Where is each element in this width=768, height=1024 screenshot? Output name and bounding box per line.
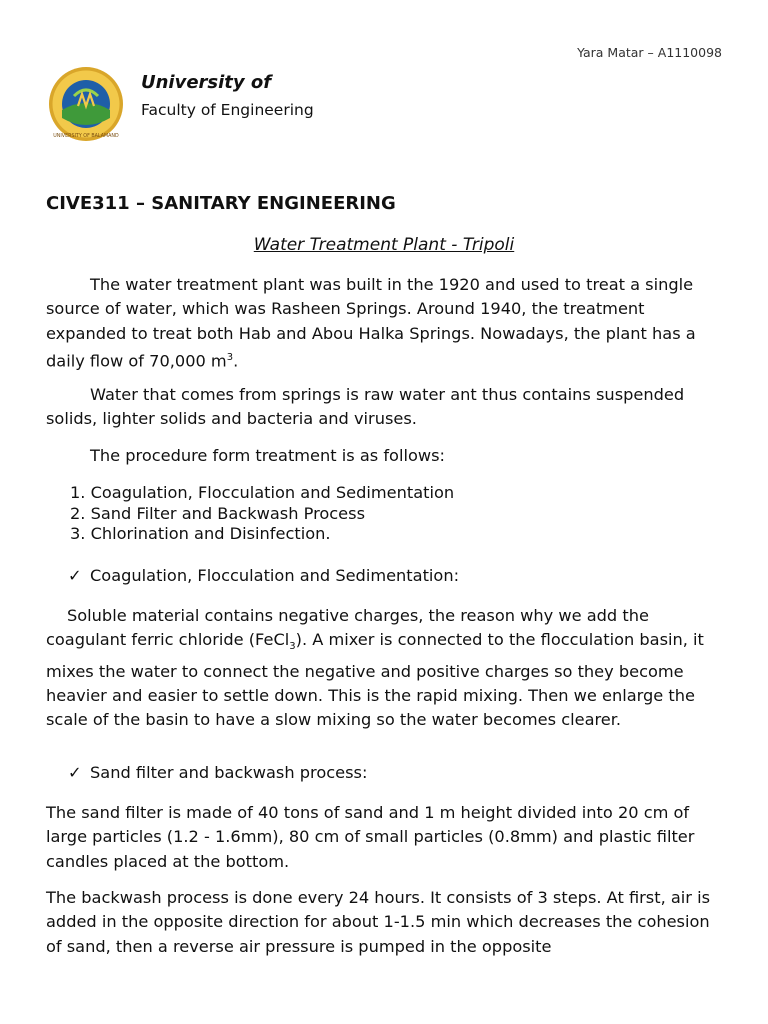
university-name: University of — [141, 72, 272, 93]
logo-text: UNIVERSITY OF BALAMAND — [53, 134, 119, 139]
paragraph-history — [46, 273, 726, 374]
section-heading-text: Sand filter and backwash process: — [90, 763, 368, 782]
checkmark-icon: ✓ — [68, 763, 82, 782]
superscript-3: 3 — [226, 351, 234, 363]
list-item: 1. Coagulation, Flocculation and Sedimentation — [70, 483, 455, 502]
subscript-3: 3 — [289, 641, 296, 653]
paragraph-raw-water: Water that comes from springs is raw water ant thus contains suspended solids, lighter solids and bacteria and viruses. — [46, 385, 685, 429]
paragraph-history-text: The water treatment plant was built in the 1920 and used to treat a single source of water, which was Rasheen Springs. Around 1940, the treatment expanded to treat both Hab and Abou Halka Springs. Nowadays, the plant has a daily flow of 70,000 m — [46, 275, 696, 371]
procedure-list — [70, 483, 454, 545]
section-heading-text: Coagulation, Flocculation and Sedimentation: — [90, 566, 460, 585]
paragraph-procedure-intro: The procedure form treatment is as follows: — [90, 446, 445, 465]
paragraph-sand-filter: The sand filter is made of 40 tons of sand and 1 m height divided into 20 cm of large particles (1.2 - 1.6mm), 80 cm of small particles (0.8mm) and plastic filter candles placed at the bottom. — [46, 803, 695, 871]
paragraph-coagulation-text-a: Soluble material contains negative charges, the reason why we add the coagulant ferric chloride (FeCl — [46, 606, 649, 650]
paragraph-coagulation-text-b: ). A mixer is connected to the flocculation basin, it mixes the water to connect the negative and positive charges so they become heavier and easier to settle down. This is the rapid mixing. Then we enlarge the scale of the basin to have a slow mixing so the water becomes clearer. — [46, 630, 704, 730]
university-logo — [48, 66, 124, 142]
paragraph-history-end: . — [233, 351, 239, 371]
section-heading-coagulation — [68, 566, 459, 585]
list-item: 3. Chlorination and Disinfection. — [70, 524, 331, 543]
section-heading-sand-filter — [68, 763, 367, 782]
checkmark-icon: ✓ — [68, 566, 82, 585]
list-item: 2. Sand Filter and Backwash Process — [70, 503, 366, 523]
paragraph-coagulation — [46, 604, 726, 733]
paragraph-backwash: The backwash process is done every 24 hours. It consists of 3 steps. At first, air is added in the opposite direction for about 1-1.5 min which decreases the cohesion of sand, then a reverse air pressure is pumped in the opposite — [46, 888, 711, 956]
course-title: CIVE311 – SANITARY ENGINEERING — [46, 193, 396, 214]
document-title: Water Treatment Plant - Tripoli — [253, 235, 515, 255]
author-line: Yara Matar – A1110098 — [577, 45, 722, 60]
faculty-name: Faculty of Engineering — [141, 101, 314, 119]
